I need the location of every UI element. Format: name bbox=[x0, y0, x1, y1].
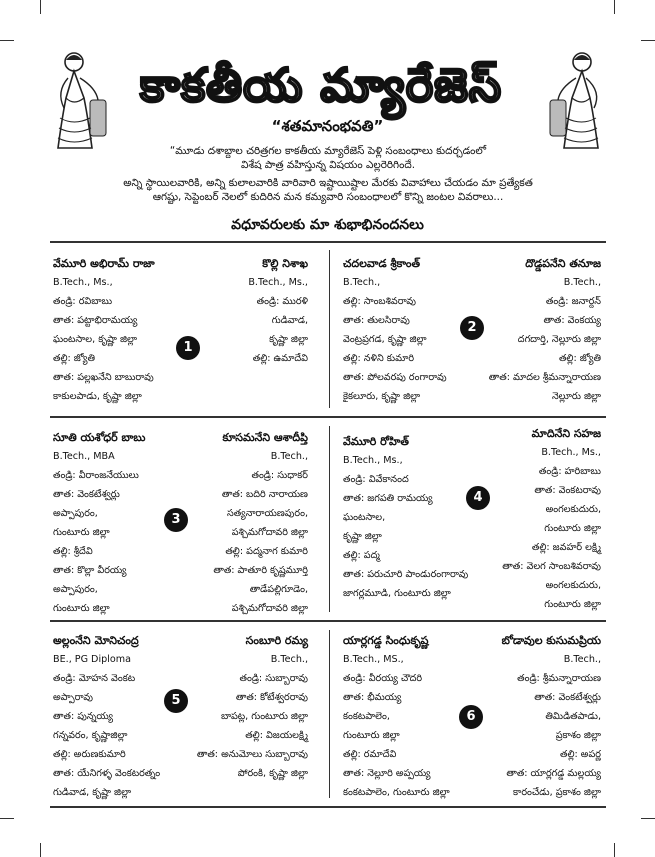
brand-title: కాకతీయ మ్యారేజెస్ bbox=[139, 58, 503, 112]
column-divider-1 bbox=[329, 250, 330, 408]
groom-detail: కంకటపాలెం, bbox=[343, 711, 390, 722]
groom-detail: తాత: భీమయ్య bbox=[343, 692, 402, 703]
groom-detail: తల్లి: అరుణకుమారి bbox=[53, 749, 126, 760]
bride-detail: తల్లి: ఉమాదేవి bbox=[252, 353, 308, 364]
groom-detail: కృష్ణా జిల్లా bbox=[343, 531, 382, 542]
couple-6-number-badge: 6 bbox=[459, 705, 483, 729]
bride-detail: తాత: బదిరి నారాయణ bbox=[221, 489, 308, 500]
bride-detail: కృష్ణా జిల్లా bbox=[269, 334, 308, 345]
bride-detail: తాత: వెంకయ్య bbox=[543, 315, 601, 326]
congratulations-line: వధూవరులకు మా శుభాభినందనలు bbox=[231, 217, 424, 233]
groom-detail: తాత: తులసిరావు bbox=[343, 315, 410, 326]
groom-detail: అప్పాపురం, bbox=[53, 508, 98, 519]
bride-detail: తాత: వెంకటరావు bbox=[534, 485, 601, 496]
groom-detail: తల్లి: నళిని కుమారి bbox=[343, 353, 415, 364]
bride-detail: తాత: వెంకటేశ్వర్లు bbox=[534, 692, 601, 703]
bride-detail: B.Tech., bbox=[563, 277, 601, 288]
intro-line-2: విశేష పాత్ర వహిస్తున్న విషయం ఎల్లరెరిగిందే. bbox=[240, 159, 416, 171]
couple-3-bride bbox=[213, 428, 308, 618]
groom-detail: గుడివాడ, కృష్ణా జిల్లా bbox=[53, 787, 132, 798]
bride-detail: తాత: పాతూరి కృష్ణమూర్తి bbox=[213, 565, 308, 576]
column-divider-2 bbox=[329, 426, 330, 612]
groom-detail: తాత: నెల్లూరి అప్పయ్య bbox=[343, 768, 431, 779]
crop-mark bbox=[0, 818, 14, 819]
bride-detail: తిమిడితపాడు, bbox=[545, 711, 601, 722]
groom-detail: గుంటూరు జిల్లా bbox=[343, 730, 400, 741]
groom-name: వేమూరి రోహిత్ bbox=[343, 435, 409, 448]
bride-detail: అంగలకుదురు, bbox=[545, 580, 601, 591]
bride-detail: గుంటూరు జిల్లా bbox=[544, 523, 601, 534]
groom-detail: తండ్రి: మోహన వెంకట bbox=[53, 673, 136, 684]
groom-detail: తల్లి: పద్మ bbox=[343, 550, 380, 561]
groom-detail: B.Tech., Ms., bbox=[343, 455, 403, 466]
couple-4-groom bbox=[343, 432, 468, 603]
bride-name: దొడ్డపనేని తనూజ bbox=[525, 257, 601, 270]
divider-top bbox=[50, 241, 606, 243]
couple-1-groom bbox=[53, 254, 155, 406]
groom-name: వేమూరి అభిరామ్ రాజా bbox=[53, 257, 155, 270]
groom-detail: తాత: జగపతి రామయ్య bbox=[343, 493, 433, 504]
crop-mark bbox=[641, 818, 655, 819]
groom-detail: తండ్రి: వీరాంజనేయులు bbox=[53, 470, 139, 481]
bride-detail: తల్లి: విజయలక్ష్మి bbox=[245, 730, 308, 741]
bride-detail: పశ్చిమగోదావరి జిల్లా bbox=[231, 603, 308, 614]
groom-detail: ఘంటసాల, కృష్ణా జిల్లా bbox=[53, 334, 138, 345]
bride-detail: తండ్రి: సుధాకర్ bbox=[251, 470, 308, 481]
groom-detail: తండ్రి: వీరయ్య చౌదరి bbox=[343, 673, 423, 684]
couple-6-groom bbox=[343, 631, 450, 802]
bride-detail: తాత: అనుమోలు సుబ్బారావు bbox=[196, 749, 308, 760]
groom-detail: BE., PG Diploma bbox=[53, 654, 131, 665]
bride-detail: నెల్లూరు జిల్లా bbox=[551, 391, 601, 402]
groom-detail: జాగర్లమూడి, గుంటూరు జిల్లా bbox=[343, 588, 451, 599]
couple-2-groom bbox=[343, 254, 447, 406]
bride-detail: B.Tech., bbox=[270, 654, 308, 665]
couple-2-bride bbox=[489, 254, 601, 406]
bride-name: మాదినేని సహజ bbox=[531, 427, 601, 440]
couple-5-number-badge: 5 bbox=[164, 689, 188, 713]
couple-1-bride bbox=[248, 254, 308, 368]
intro-line-1: “మూడు దశాబ్దాల చరిత్రగల కాకతీయ మ్యారేజెస్ పెళ్లి సంబంధాలు కుదర్చడంలో bbox=[169, 145, 487, 157]
bride-detail: B.Tech., Ms., bbox=[248, 277, 308, 288]
bride-detail: తాత: యార్లగడ్డ మల్లయ్య bbox=[506, 768, 601, 779]
subtitle: “శతమానంభవతి” bbox=[271, 117, 384, 135]
groom-detail: B.Tech., bbox=[343, 277, 381, 288]
groom-detail: తల్లి: సాంబశివరావు bbox=[343, 296, 416, 307]
groom-name: చదలవాడ శ్రీకాంత్ bbox=[343, 257, 421, 270]
bride-detail: కారంచేడు, ప్రకాశం జిల్లా bbox=[513, 787, 601, 798]
bride-detail: తల్లి: జవహర్ లక్ష్మి bbox=[531, 542, 601, 553]
couple-2-number-badge: 2 bbox=[460, 316, 484, 340]
bride-detail: తండ్రి: సుబ్బారావు bbox=[239, 673, 308, 684]
groom-detail: గన్నవరం, కృష్ణాజిల్లా bbox=[53, 730, 128, 741]
bride-detail: పశ్చిమగోదావరి జిల్లా bbox=[231, 527, 308, 538]
bride-detail: గుంటూరు జిల్లా bbox=[544, 599, 601, 610]
bride-detail: ప్రకాశం జిల్లా bbox=[555, 730, 601, 741]
groom-detail: తాత: యేనిగళ్ళ వెంకటరత్నం bbox=[53, 768, 161, 779]
groom-detail: B.Tech., MS., bbox=[343, 654, 404, 665]
bride-detail: తాత: వెలగ సాంబశివరావు bbox=[502, 561, 601, 572]
groom-detail: B.Tech., Ms., bbox=[53, 277, 113, 288]
groom-detail: తాత: కొల్లా వీరయ్య bbox=[53, 565, 127, 576]
crop-mark bbox=[0, 40, 14, 41]
groom-detail: తాత: పట్టాభిరామయ్య bbox=[53, 315, 138, 326]
crop-mark bbox=[641, 40, 655, 41]
bride-detail: గుడివాడ, bbox=[271, 315, 308, 326]
groom-detail: కాకులపాడు, కృష్ణా జిల్లా bbox=[53, 391, 142, 402]
bride-detail: తండ్రి: శ్రీమన్నారాయణ bbox=[517, 673, 601, 684]
couple-4-bride bbox=[502, 424, 601, 614]
couple-1-number-badge: 1 bbox=[176, 336, 200, 360]
groom-name: యార్లగడ్డ సింధుకృష్ణ bbox=[343, 634, 429, 647]
bride-name: కొల్లి నిశాఖ bbox=[262, 257, 308, 270]
groom-detail: వెంట్రప్రగడ, కృష్ణా జిల్లా bbox=[343, 334, 427, 345]
bride-detail: దగదార్తి, నెల్లూరు జిల్లా bbox=[517, 334, 601, 345]
groom-detail: తల్లి: రమాదేవి bbox=[343, 749, 397, 760]
bride-detail: బాపట్ల, గుంటూరు జిల్లా bbox=[220, 711, 308, 722]
groom-detail: ఘంటసాల, bbox=[343, 512, 386, 523]
bride-detail: B.Tech., bbox=[270, 451, 308, 462]
groom-detail: తల్లి: శ్రీదేవి bbox=[53, 546, 93, 557]
groom-detail: గుంటూరు జిల్లా bbox=[53, 603, 110, 614]
couple-3-number-badge: 3 bbox=[164, 508, 188, 532]
crop-mark bbox=[40, 843, 41, 857]
intro-line-4: ఆగష్టు, సెప్టెంబర్ నెలలో కుదిరిన మన కమ్యవారి సంబంధాలలో కొన్ని జంటల వివరాలు... bbox=[152, 191, 504, 203]
bride-detail: B.Tech., bbox=[563, 654, 601, 665]
groom-detail: తాత: పరుచూరి పాండురంగారావు bbox=[343, 569, 469, 580]
bride-detail: తాత: కోటేశ్వరరావు bbox=[235, 692, 308, 703]
crop-mark bbox=[614, 0, 615, 14]
crop-mark bbox=[40, 0, 41, 14]
couple-5-bride bbox=[197, 631, 308, 783]
couple-5-groom bbox=[53, 631, 160, 802]
bride-detail: తాత: మాదల శ్రీమన్నారాయణ bbox=[488, 372, 601, 383]
couple-4-number-badge: 4 bbox=[466, 486, 490, 510]
bride-detail: సత్యనారాయణపురం, bbox=[227, 508, 308, 519]
groom-name: అల్లంనేని మోనిచంద్ర bbox=[53, 634, 139, 647]
bride-name: సంబూరి రమ్య bbox=[245, 634, 308, 647]
groom-detail: తాత: పల్లఖనేని బాబురావు bbox=[53, 372, 154, 383]
bride-detail: తల్లి: జ్యోతి bbox=[558, 353, 601, 364]
groom-detail: కైకలూరు, కృష్ణా జిల్లా bbox=[343, 391, 421, 402]
bride-detail: తండ్రి: హరిబాబు bbox=[538, 466, 601, 477]
couple-3-groom bbox=[53, 428, 145, 618]
bride-detail: తాడేపల్లిగూడెం, bbox=[249, 584, 308, 595]
groom-detail: తండ్రి: రవిబాబు bbox=[53, 296, 113, 307]
groom-name: సూతి యశోధర్ బాబు bbox=[53, 431, 146, 444]
bride-detail: B.Tech., Ms., bbox=[541, 447, 601, 458]
groom-detail: గుంటూరు జిల్లా bbox=[53, 527, 110, 538]
bride-detail: అంగలకుదురు, bbox=[545, 504, 601, 515]
bride-name: బోడావుల కుసుమప్రియ bbox=[501, 634, 601, 647]
groom-detail: అప్పారావు bbox=[53, 692, 93, 703]
bride-detail: పోరంకి, కృష్ణా జిల్లా bbox=[237, 768, 308, 779]
intro-line-3: అన్ని స్థాయిలవారికి, అన్ని కులాలవారికి వారివారి ఇష్టాయిష్టాల మేరకు వివాహాలు చేయడం మా ప్రత్యేకత bbox=[123, 177, 533, 189]
groom-detail: అప్పాపురం, bbox=[53, 584, 98, 595]
column-divider-3 bbox=[329, 630, 330, 798]
groom-detail: కంకటపాలెం, గుంటూరు జిల్లా bbox=[343, 787, 450, 798]
bride-detail: తల్లి: అపర్ణ bbox=[560, 749, 601, 760]
groom-detail: B.Tech., MBA bbox=[53, 451, 115, 462]
crop-mark bbox=[614, 843, 615, 857]
groom-detail: తండ్రి: వివేకానంద bbox=[343, 474, 409, 485]
groom-detail: తాత: వెంకటేశ్వర్లు bbox=[53, 489, 120, 500]
bride-detail: తండ్రి: జనార్దన్ bbox=[545, 296, 601, 307]
couple-6-bride bbox=[502, 631, 601, 802]
divider-bottom bbox=[50, 806, 606, 808]
divider-row-1 bbox=[50, 416, 606, 418]
groom-detail: తాత: పున్నయ్య bbox=[53, 711, 114, 722]
bride-detail: తల్లి: పద్మనాగ కుమారి bbox=[225, 546, 308, 557]
bride-detail: తండ్రి: మురళి bbox=[256, 296, 308, 307]
groom-detail: తల్లి: జ్యోతి bbox=[53, 353, 96, 364]
divider-row-2 bbox=[50, 620, 606, 622]
groom-detail: తాత: పోలవరపు రంగారావు bbox=[343, 372, 447, 383]
bride-name: కూసమనేని ఆశాదీప్తి bbox=[222, 431, 308, 444]
